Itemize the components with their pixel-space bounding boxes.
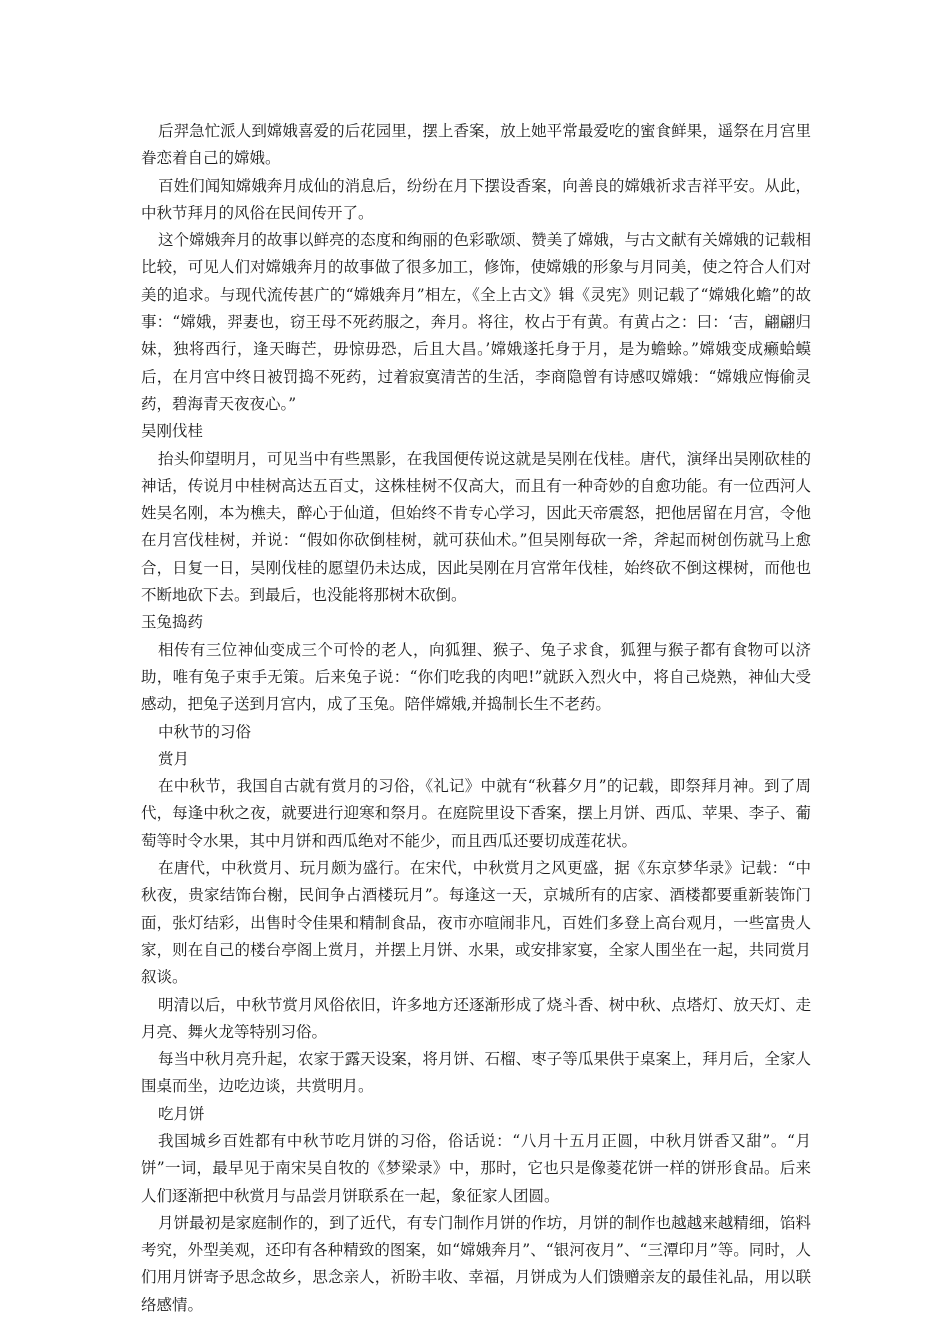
subheading-mooncakes: 吃月饼 xyxy=(158,1104,205,1123)
paragraph-jade-rabbit: 相传有三位神仙变成三个可怜的老人，向狐狸、猴子、兔子求食，狐狸与猴子都有食物可以济助，唯有兔子束手无策。后来兔子说：“你们吃我的肉吧!”就跃入烈火中，将自己烧熟，神仙大受感动，把兔子送到月宫内，成了玉兔。陪伴嫦娥,并捣制长生不老药。 xyxy=(141,640,811,714)
subheading-moon-viewing: 赏月 xyxy=(158,749,190,768)
paragraph-moon-viewing-origin: 在中秋节，我国自古就有赏月的习俗，《礼记》中就有“秋暮夕月”的记载，即祭拜月神。到了周代，每逢中秋之夜，就要进行迎寒和祭月。在庭院里设下香案，摆上月饼、西瓜、苹果、李子、葡萄等时令水果，其中月饼和西瓜绝对不能少，而且西瓜还要切成莲花状。 xyxy=(141,777,811,850)
paragraph-mooncakes-origin: 我国城乡百姓都有中秋节吃月饼的习俗，俗话说：“八月十五月正圆，中秋月饼香又甜”。“月饼”一词，最早见于南宋吴自牧的《梦梁录》中，那时，它也只是像菱花饼一样的饼形食品。后来人们逐渐把中秋赏月与品尝月饼联系在一起，象征家人团圆。 xyxy=(141,1131,811,1205)
paragraph-moon-viewing-farmers: 每当中秋月亮升起，农家于露天设案，将月饼、石榴、枣子等瓜果供于桌案上，拜月后，全家人围桌而坐，边吃边谈，共赏明月。 xyxy=(141,1050,811,1096)
paragraph-story-commentary: 这个嫦娥奔月的故事以鲜亮的态度和绚丽的色彩歌颂、赞美了嫦娥，与古文献有关嫦娥的记载相比较，可见人们对嫦娥奔月的故事做了很多加工，修饰，使嫦娥的形象与月同美，使之符合人们对美的追求。与现代流传甚广的“嫦娥奔月”相左，《全上古文》辑《灵宪》则记载了“嫦娥化蟾”的故事：“嫦娥，羿妻也，窃王母不死药服之，奔月。将往，枚占于有黄。有黄占之：曰：‘吉，翩翩归妹，独将西行，逢天晦芒，毋惊毋恐，后且大昌。’嫦娥遂托身于月，是为蟾蜍。”嫦娥变成癞蛤蟆后，在月宫中终日被罚捣不死药，过着寂寞清苦的生活，李商隐曾有诗感叹嫦娥：“嫦娥应悔偷灵药，碧海青天夜夜心。” xyxy=(141,231,811,413)
document-page xyxy=(141,118,811,1319)
paragraph-moon-viewing-tang-song: 在唐代，中秋赏月、玩月颇为盛行。在宋代，中秋赏月之风更盛，据《东京梦华录》记载：“中秋夜，贵家结饰台榭，民间争占酒楼玩月”。每逢这一天，京城所有的店家、酒楼都要重新装饰门面，张灯结彩，出售时令佳果和精制食品，夜市亦喧闹非凡，百姓们多登上高台观月，一些富贵人家，则在自己的楼台亭阁上赏月，并摆上月饼、水果，或安排家宴，全家人围坐在一起，共同赏月叙谈。 xyxy=(141,859,811,987)
section-heading-wu-gang: 吴刚伐桂 xyxy=(141,422,204,441)
paragraph-wu-gang: 抬头仰望明月，可见当中有些黑影，在我国便传说这就是吴刚在伐桂。唐代，演绎出吴刚砍桂的神话，传说月中桂树高达五百丈，这株桂树不仅高大，而且有一种奇妙的自愈功能。有一位西河人姓吴名刚，本为樵夫，醉心于仙道，但始终不肯专心学习，因此天帝震怒，把他居留在月宫，令他在月宫伐桂树，并说：“假如你砍倒桂树，就可获仙术。”但吴刚每砍一斧，斧起而树创伤就马上愈合，日复一日，吴刚伐桂的愿望仍未达成，因此吴刚在月宫常年伐桂，始终砍不倒这棵树，而他也不断地砍下去。到最后，也没能将那树木砍倒。 xyxy=(141,449,811,605)
paragraph-folk-moon-worship: 百姓们闻知嫦娥奔月成仙的消息后，纷纷在月下摆设香案，向善良的嫦娥祈求吉祥平安。从此，中秋节拜月的风俗在民间传开了。 xyxy=(141,176,811,222)
paragraph-moon-viewing-ming-qing: 明清以后，中秋节赏月风俗依旧，许多地方还逐渐形成了烧斗香、树中秋、点塔灯、放天灯、走月亮、舞火龙等特别习俗。 xyxy=(141,995,811,1041)
paragraph-offering-to-change: 后羿急忙派人到嫦娥喜爱的后花园里，摆上香案，放上她平常最爱吃的蜜食鲜果，遥祭在月宫里眷恋着自己的嫦娥。 xyxy=(141,122,811,168)
section-heading-jade-rabbit: 玉兔捣药 xyxy=(141,613,204,632)
section-heading-customs: 中秋节的习俗 xyxy=(158,722,252,741)
paragraph-mooncakes-modern: 月饼最初是家庭制作的，到了近代，有专门制作月饼的作坊，月饼的制作也越越来越精细，馅料考究，外型美观，还印有各种精致的图案，如“嫦娥奔月”、“银河夜月”、“三潭印月”等。同时，人们用月饼寄予思念故乡，思念亲人，祈盼丰收、幸福，月饼成为人们馈赠亲友的最佳礼品，用以联络感情。 xyxy=(141,1213,811,1314)
